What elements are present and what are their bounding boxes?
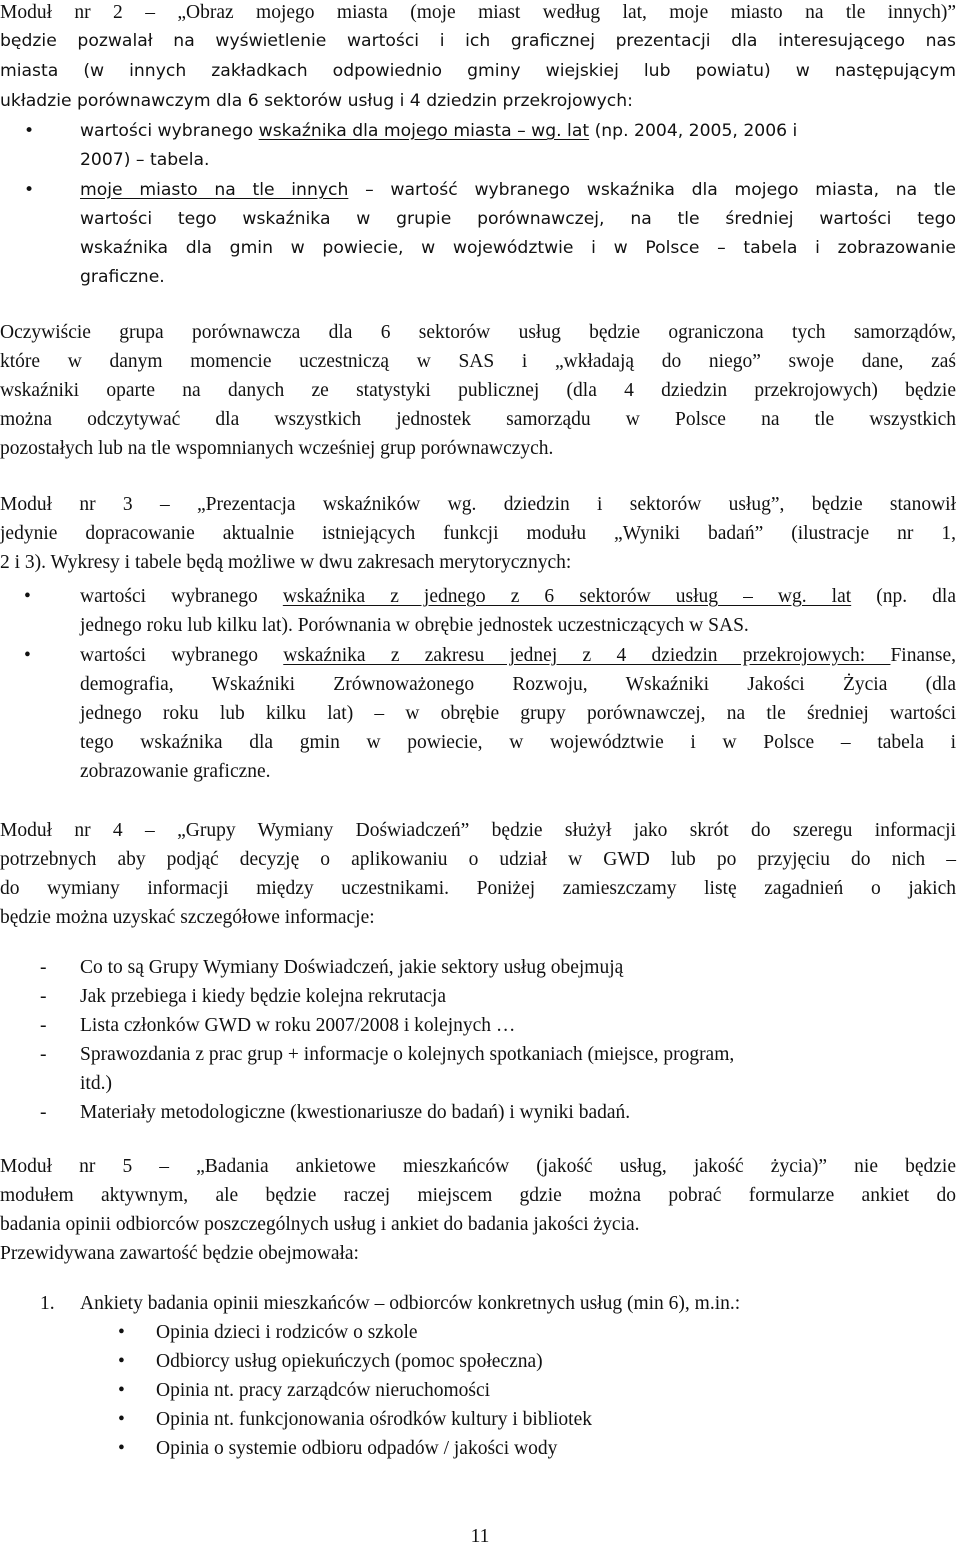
- module3-bullet1-cont: jednego roku lub kilku lat). Porównania w obrębie jednostek uczestniczących w SAS.: [80, 615, 749, 636]
- module2-bullet2-cont-3: graficzne.: [80, 267, 165, 287]
- module2-bullet2-cont-2: wskaźnika dla gmin w powiecie, w województwie i w Polsce – tabela i zobrazowanie: [80, 238, 956, 258]
- module4-line-3: do wymiany informacji między uczestnikami. Poniżej zamieszczamy listę zagadnień o jakich: [0, 878, 956, 899]
- module5-line-4: Przewidywana zawartość będzie obejmowała:: [0, 1243, 359, 1264]
- module3-bullet2-link[interactable]: wskaźnika z zakresu jednej z 4 dziedzin przekrojowych:: [283, 645, 891, 666]
- module2-bullet2: moje miasto na tle innych – wartość wybranego wskaźnika dla mojego miasta, na tle: [80, 180, 956, 200]
- module2-line-4: układzie porównawczym dla 6 sektorów usług i 4 dziedzin przekrojowych:: [0, 91, 633, 111]
- sub-list-item: • Opinia dzieci i rodziców o szkole: [118, 1322, 418, 1343]
- list-item: - Materiały metodologiczne (kwestionariusze do badań) i wyniki badań.: [40, 1102, 631, 1123]
- sub-list-item: • Opinia nt. funkcjonowania ośrodków kultury i bibliotek: [118, 1409, 592, 1430]
- bullet-marker: •: [24, 645, 31, 666]
- list-item: - Jak przebiega i kiedy będzie kolejna rekrutacja: [40, 986, 446, 1007]
- bullet-marker: •: [24, 121, 35, 141]
- bullet-marker: •: [24, 180, 35, 200]
- module2-bullet2-link[interactable]: moje miasto na tle innych: [80, 180, 349, 200]
- module2-bullet1-cont: 2007) – tabela.: [80, 150, 210, 170]
- module5-line-3: badania opinii odbiorców poszczególnych usług i ankiet do badania jakości życia.: [0, 1214, 640, 1235]
- module2-bullet2-cont-1: wartości tego wskaźnika w grupie porównawczej, na tle średniej wartości tego: [80, 209, 956, 229]
- sub-list-item: • Opinia o systemie odbioru odpadów / jakości wody: [118, 1438, 558, 1459]
- list-item-cont: itd.): [80, 1073, 112, 1094]
- para-line-2: które w danym momencie uczestniczą w SAS i „wkładają do niego” swoje dane, zaś: [0, 351, 956, 372]
- list-item: - Sprawozdania z prac grup + informacje o kolejnych spotkaniach (miejsce, program,: [40, 1044, 735, 1065]
- module4-line-2: potrzebnych aby podjąć decyzję o aplikowaniu o udział w GWD lub po przyjęciu do nich –: [0, 849, 956, 870]
- module3-bullet2-cont-4: zobrazowanie graficzne.: [80, 761, 271, 782]
- module2-line-2: będzie pozwalał na wyświetlenie wartości i ich graficznej prezentacji dla interesującego nas: [0, 31, 956, 51]
- module3-bullet2-cont-2: jednego roku lub kilku lat) – w obrębie grupy porównawczej, na tle średniej wartości: [80, 703, 956, 724]
- module5-line-2: modułem aktywnym, ale będzie raczej miejscem gdzie można pobrać formularze ankiet do: [0, 1185, 956, 1206]
- page-number: 11: [470, 1526, 490, 1547]
- module3-line-1: Moduł nr 3 – „Prezentacja wskaźników wg. dziedzin i sektorów usług”, będzie stanowił: [0, 494, 956, 515]
- module3-bullet1-link[interactable]: wskaźnika z jednego z 6 sektorów usług – wg. lat: [282, 586, 852, 607]
- module2-bullet1: wartości wybranego wskaźnika dla mojego miasta – wg. lat (np. 2004, 2005, 2006 i: [80, 121, 798, 141]
- list-item: - Lista członków GWD w roku 2007/2008 i kolejnych …: [40, 1015, 516, 1036]
- para-line-3: wskaźniki oparte na danych ze statystyki publicznej (dla 4 dziedzin przekrojowych) będzie: [0, 380, 956, 401]
- module4-line-1: Moduł nr 4 – „Grupy Wymiany Doświadczeń” będzie służył jako skrót do szeregu informacji: [0, 820, 956, 841]
- list-item: - Co to są Grupy Wymiany Doświadczeń, jakie sektory usług obejmują: [40, 957, 624, 978]
- numbered-item-1: 1. Ankiety badania opinii mieszkańców – odbiorców konkretnych usług (min 6), m.in.:: [40, 1293, 741, 1314]
- module3-bullet2-cont-1: demografia, Wskaźniki Zrównoważonego Rozwoju, Wskaźniki Jakości Życia (dla: [80, 674, 956, 695]
- para-line-4: można odczytywać dla wszystkich jednostek samorządu w Polsce na tle wszystkich: [0, 409, 956, 430]
- module2-line-1: Moduł nr 2 – „Obraz mojego miasta (moje miast według lat, moje miasto na tle innych)”: [0, 2, 956, 23]
- module2-bullet1-link[interactable]: wskaźnika dla mojego miasta – wg. lat: [258, 121, 590, 141]
- module3-bullet2: wartości wybranego wskaźnika z zakresu jednej z 4 dziedzin przekrojowych: Finanse,: [80, 645, 956, 666]
- module4-line-4: będzie można uzyskać szczegółowe informacje:: [0, 907, 375, 928]
- module2-line-3: miasta (w innych zakładkach odpowiednio gminy wiejskiej lub powiatu) w następującym: [0, 61, 956, 81]
- module3-bullet1: wartości wybranego wskaźnika z jednego z 6 sektorów usług – wg. lat (np. dla: [80, 586, 956, 607]
- module3-line-3: 2 i 3). Wykresy i tabele będą możliwe w dwu zakresach merytorycznych:: [0, 552, 572, 573]
- module3-line-2: jedynie dopracowanie aktualnie istniejących funkcji modułu „Wyniki badań” (ilustracje nr 1,: [0, 523, 956, 544]
- sub-list-item: • Odbiorcy usług opiekuńczych (pomoc społeczna): [118, 1351, 543, 1372]
- bullet-marker: •: [24, 586, 31, 607]
- module5-line-1: Moduł nr 5 – „Badania ankietowe mieszkańców (jakość usług, jakość życia)” nie będzie: [0, 1156, 956, 1177]
- para-line-1: Oczywiście grupa porównawcza dla 6 sektorów usług będzie ograniczona tych samorządów,: [0, 322, 956, 343]
- module3-bullet2-cont-3: tego wskaźnika dla gmin w powiecie, w województwie i w Polsce – tabela i: [80, 732, 956, 753]
- para-line-5: pozostałych lub na tle wspomnianych wcześniej grup porównawczych.: [0, 438, 554, 459]
- sub-list-item: • Opinia nt. pracy zarządców nieruchomości: [118, 1380, 491, 1401]
